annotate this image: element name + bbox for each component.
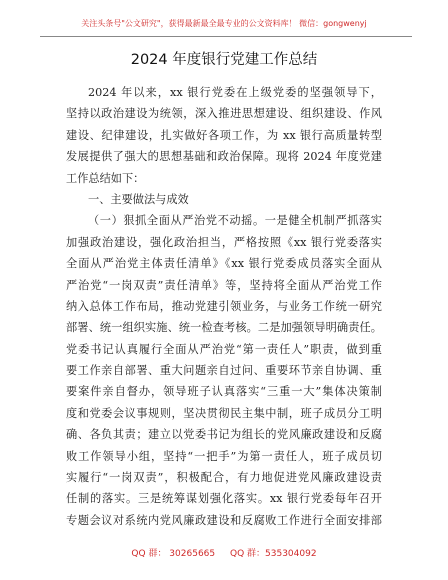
body-line: 2024 年以来，xx 银行党委在上级党委的坚强领导下， (88, 86, 382, 99)
body-line: 任制的落实。三是统筹谋划强化落实。xx 银行党委每年召开 (66, 492, 382, 506)
body-line: 专题会议对系统内党风廉政建设和反腐败工作进行全面安排部 (66, 513, 382, 527)
body-line: 部署、统一组织实施、统一检查考核。二是加强领导明确责任。 (66, 321, 382, 335)
body-line: 全面从严治党主体责任清单》《xx 银行党委成员落实全面从 (66, 257, 382, 271)
body-line: 一、主要做法与成效 (88, 192, 189, 206)
footer-qq-group-2: QQ 群：535304092 (230, 549, 317, 559)
body-line: 确、各负其责；建立以党委书记为组长的党风廉政建设和反腐 (66, 428, 382, 442)
body-line: （一）狠抓全面从严治党不动摇。一是健全机制严抓落实 (88, 214, 382, 228)
body-line: 要工作亲自部署、重大问题亲自过问、重要环节亲自协调、重 (66, 364, 382, 378)
body-line: 发展提供了强大的思想基础和政治保障。现将 2024 年度党建 (66, 150, 382, 164)
header-banner: 关注头条号"公文研究"，获得最新最全最专业的公文资料库！ 微信：gongwenyj (81, 19, 367, 28)
body-line: 工作总结如下： (66, 171, 145, 185)
body-line: 要案件亲自督办，领导班子认真落实“三重一大”集体决策制 (66, 385, 382, 399)
body-line: 严治党“一岗双责”责任清单》等，坚持将全面从严治党工作 (66, 278, 382, 292)
document-body (66, 82, 382, 531)
document-title: 2024 年度银行党建工作总结 (130, 52, 318, 68)
footer-qq-group-1: QQ 群： 30265665 (131, 549, 216, 559)
body-line: 败工作领导小组，坚持“一把手”为第一责任人，班子成员切 (66, 449, 382, 463)
body-line: 党委书记认真履行全面从严治党“第一责任人”职责，做到重 (66, 342, 382, 356)
body-line: 坚持以政治建设为统领，深入推进思想建设、组织建设、作风 (66, 107, 382, 121)
body-line: 度和党委会议事规则，坚决贯彻民主集中制，班子成员分工明 (66, 406, 382, 420)
body-line: 实履行“一岗双责”，积极配合，有力地促进党风廉政建设责 (66, 471, 382, 485)
header-divider (40, 36, 412, 37)
body-line: 加强政治建设，强化政治担当，严格按照《xx 银行党委落实 (66, 235, 382, 249)
body-line: 建设、纪律建设，扎实做好各项工作，为 xx 银行高质量转型 (66, 128, 382, 142)
footer-contact (0, 546, 448, 559)
body-line: 纳入总体工作布局，推动党建引领业务，与业务工作统一研究 (66, 299, 382, 313)
